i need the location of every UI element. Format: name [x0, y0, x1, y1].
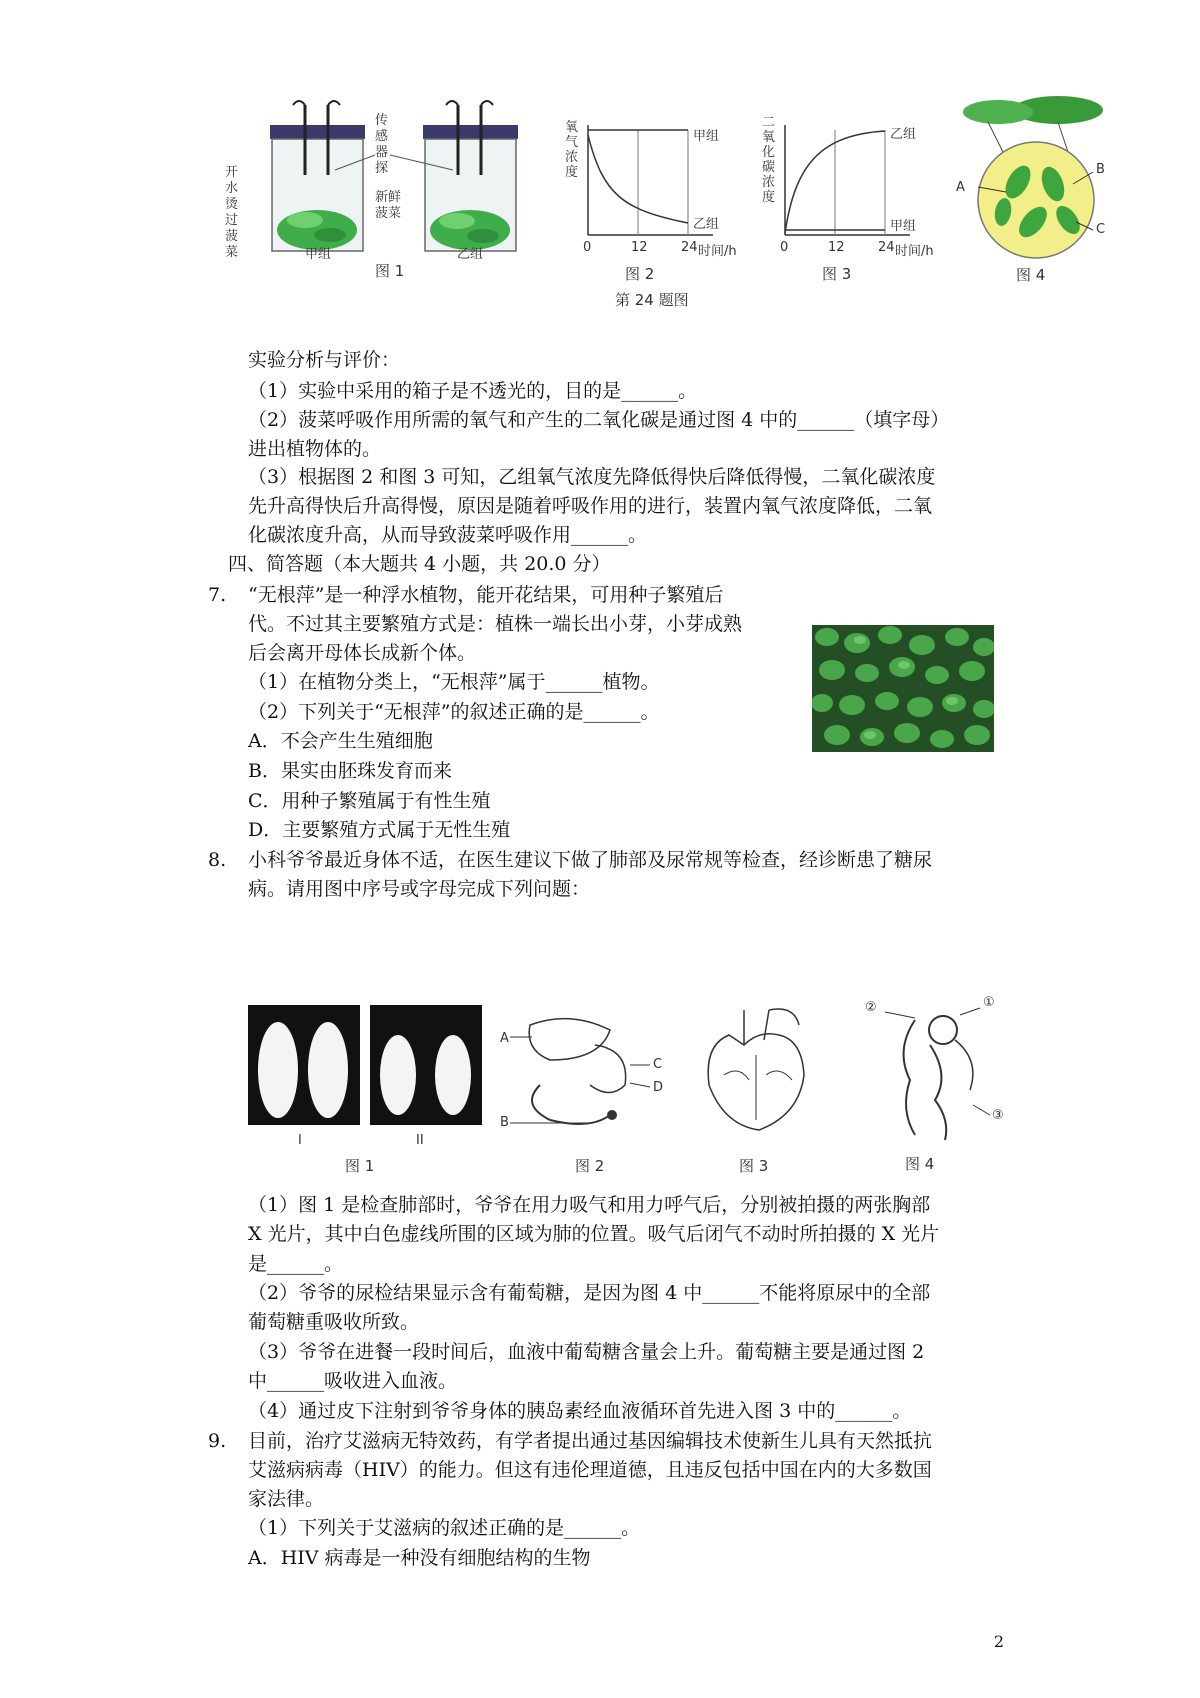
q8-fig4-caption: 图 4	[905, 1155, 935, 1173]
q7-line-5: （2）下列关于“无根萍”的叙述正确的是______。	[248, 701, 660, 723]
q8-answer-3a: （3）爷爷在进餐一段时间后，血液中葡萄糖含量会上升。葡萄糖主要是通过图 2	[248, 1341, 925, 1363]
xray-label-i: I	[298, 1133, 302, 1148]
co2-tick-24: 24	[878, 240, 895, 255]
label-fresh-spinach: 新鲜菠菜	[375, 190, 402, 221]
q7-line-2: 代。不过其主要繁殖方式是：植株一端长出小芽，小芽成熟	[248, 613, 743, 635]
label-boiled-spinach: 开水烫过菠菜	[225, 165, 239, 260]
q8-fig3-caption: 图 3	[739, 1157, 769, 1175]
q8-figure-nephron	[855, 990, 1015, 1175]
xray-svg	[248, 1005, 488, 1145]
q7-number: 7.	[208, 584, 227, 606]
fig3-caption: 图 3	[822, 265, 852, 283]
analysis-q2-cont: 进出植物体的。	[248, 438, 382, 460]
q8-answer-1c: 是______。	[248, 1253, 344, 1275]
q8-number: 8.	[208, 849, 227, 871]
co2-tick-0: 0	[780, 240, 789, 255]
label-group-b: 乙组	[457, 247, 484, 262]
oxygen-tick-12: 12	[631, 240, 648, 255]
oxygen-tick-0: 0	[583, 240, 592, 255]
figure-leaf-stomata	[948, 92, 1200, 292]
q9-line-2: 艾滋病病毒（HIV）的能力。但这有违伦理道德，且违反包括中国在内的大多数国	[248, 1459, 932, 1481]
co2-xlabel: 时间/h	[895, 244, 934, 259]
duckweed-image	[812, 625, 994, 752]
section-4-heading: 四、简答题（本大题共 4 小题，共 20.0 分）	[228, 553, 611, 575]
q9-number: 9.	[208, 1430, 227, 1452]
analysis-heading: 实验分析与评价：	[248, 349, 401, 371]
analysis-q3: （3）根据图 2 和图 3 可知，乙组氧气浓度先降低得快后降低得慢，二氧化碳浓度	[248, 466, 936, 488]
q8-figure-xrays	[248, 1005, 488, 1175]
question-24-caption: 第 24 题图	[615, 291, 689, 309]
co2-series-a-label: 乙组	[890, 127, 917, 142]
digestive-label-c: C	[653, 1057, 663, 1072]
fig1-caption: 图 1	[375, 262, 405, 280]
figure-jars	[225, 95, 545, 285]
q8-line-2: 病。请用图中序号或字母完成下列问题：	[248, 878, 591, 900]
oxygen-xlabel: 时间/h	[698, 244, 737, 259]
q7-option-b: B．果实由胚珠发育而来	[248, 760, 452, 782]
co2-series-b-label: 甲组	[890, 219, 917, 234]
q8-figure-digestive	[500, 1005, 675, 1175]
oxygen-tick-24: 24	[681, 240, 698, 255]
label-sensor: 传感器探	[375, 113, 389, 176]
stomata-label-c: C	[1096, 222, 1106, 237]
analysis-q1: （1）实验中采用的箱子是不透光的，目的是______。	[248, 380, 698, 402]
co2-tick-12: 12	[828, 240, 845, 255]
nephron-label-3: ③	[992, 1108, 1004, 1123]
q9-line-3: 家法律。	[248, 1488, 325, 1510]
page-number: 2	[993, 1632, 1004, 1651]
q8-answer-2b: 葡萄糖重吸收所致。	[248, 1311, 420, 1333]
oxygen-ylabel: 氧气浓度	[565, 120, 579, 180]
nephron-label-1: ①	[983, 995, 995, 1010]
analysis-q3-cont1: 先升高得快后升高得慢，原因是随着呼吸作用的进行，装置内氧气浓度降低，二氧	[248, 495, 933, 517]
digestive-label-b: B	[500, 1115, 509, 1130]
q8-answer-2a: （2）爷爷的尿检结果显示含有葡萄糖，是因为图 4 中______不能将原尿中的全部	[248, 1282, 931, 1304]
oxygen-series-a-label: 甲组	[693, 129, 720, 144]
stomata-label-a: A	[956, 180, 965, 195]
q7-option-c: C．用种子繁殖属于有性生殖	[248, 790, 491, 812]
nephron-label-2: ②	[865, 1000, 877, 1015]
q9-line-1: 目前，治疗艾滋病无特效药，有学者提出通过基因编辑技术使新生儿具有天然抵抗	[248, 1430, 933, 1452]
nephron-svg	[855, 990, 1015, 1145]
q7-option-d: D．主要繁殖方式属于无性生殖	[248, 819, 511, 841]
q7-line-4: （1）在植物分类上，“无根萍”属于______植物。	[248, 671, 660, 693]
fig2-caption: 图 2	[625, 265, 655, 283]
digestive-label-d: D	[653, 1080, 664, 1095]
q8-line-1: 小科爷爷最近身体不适，在医生建议下做了肺部及尿常规等检查，经诊断患了糖尿	[248, 849, 933, 871]
heart-svg	[684, 1005, 834, 1145]
xray-label-ii: II	[416, 1133, 424, 1148]
stomata-label-b: B	[1096, 162, 1105, 177]
label-group-a: 甲组	[305, 247, 332, 262]
digestive-label-a: A	[500, 1031, 509, 1046]
q8-answer-3b: 中______吸收进入血液。	[248, 1370, 458, 1392]
duckweed-photo	[812, 625, 994, 752]
analysis-q3-cont2: 化碳浓度升高，从而导致菠菜呼吸作用______。	[248, 524, 648, 546]
co2-ylabel: 二氧化碳浓度	[762, 115, 776, 205]
q8-figure-heart	[684, 1005, 834, 1175]
q8-answer-1b: X 光片，其中白色虚线所围的区域为肺的位置。吸气后闭气不动时所拍摄的 X 光片	[248, 1223, 940, 1245]
q7-option-a: A．不会产生生殖细胞	[248, 730, 433, 752]
leaf-stomata-svg	[948, 92, 1108, 262]
digestive-svg	[500, 1005, 675, 1145]
figure-oxygen-chart	[563, 105, 738, 290]
q9-line-4: （1）下列关于艾滋病的叙述正确的是______。	[248, 1517, 641, 1539]
q8-answer-1a: （1）图 1 是检查肺部时，爷爷在用力吸气和用力呼气后，分别被拍摄的两张胸部	[248, 1194, 931, 1216]
q7-line-1: “无根萍”是一种浮水植物，能开花结果，可用种子繁殖后	[248, 584, 724, 606]
q8-answer-4: （4）通过皮下注射到爷爷身体的胰岛素经血液循环首先进入图 3 中的______。	[248, 1400, 912, 1422]
oxygen-series-b-label: 乙组	[693, 217, 720, 232]
q8-fig2-caption: 图 2	[575, 1157, 605, 1175]
q8-fig1-caption: 图 1	[345, 1157, 375, 1175]
fig4-caption: 图 4	[1016, 266, 1046, 284]
figure-co2-chart	[760, 105, 945, 290]
q9-option-a: A．HIV 病毒是一种没有细胞结构的生物	[248, 1547, 591, 1569]
analysis-q2: （2）菠菜呼吸作用所需的氧气和产生的二氧化碳是通过图 4 中的______（填字母）	[248, 409, 950, 431]
q7-line-3: 后会离开母体长成新个体。	[248, 642, 477, 664]
